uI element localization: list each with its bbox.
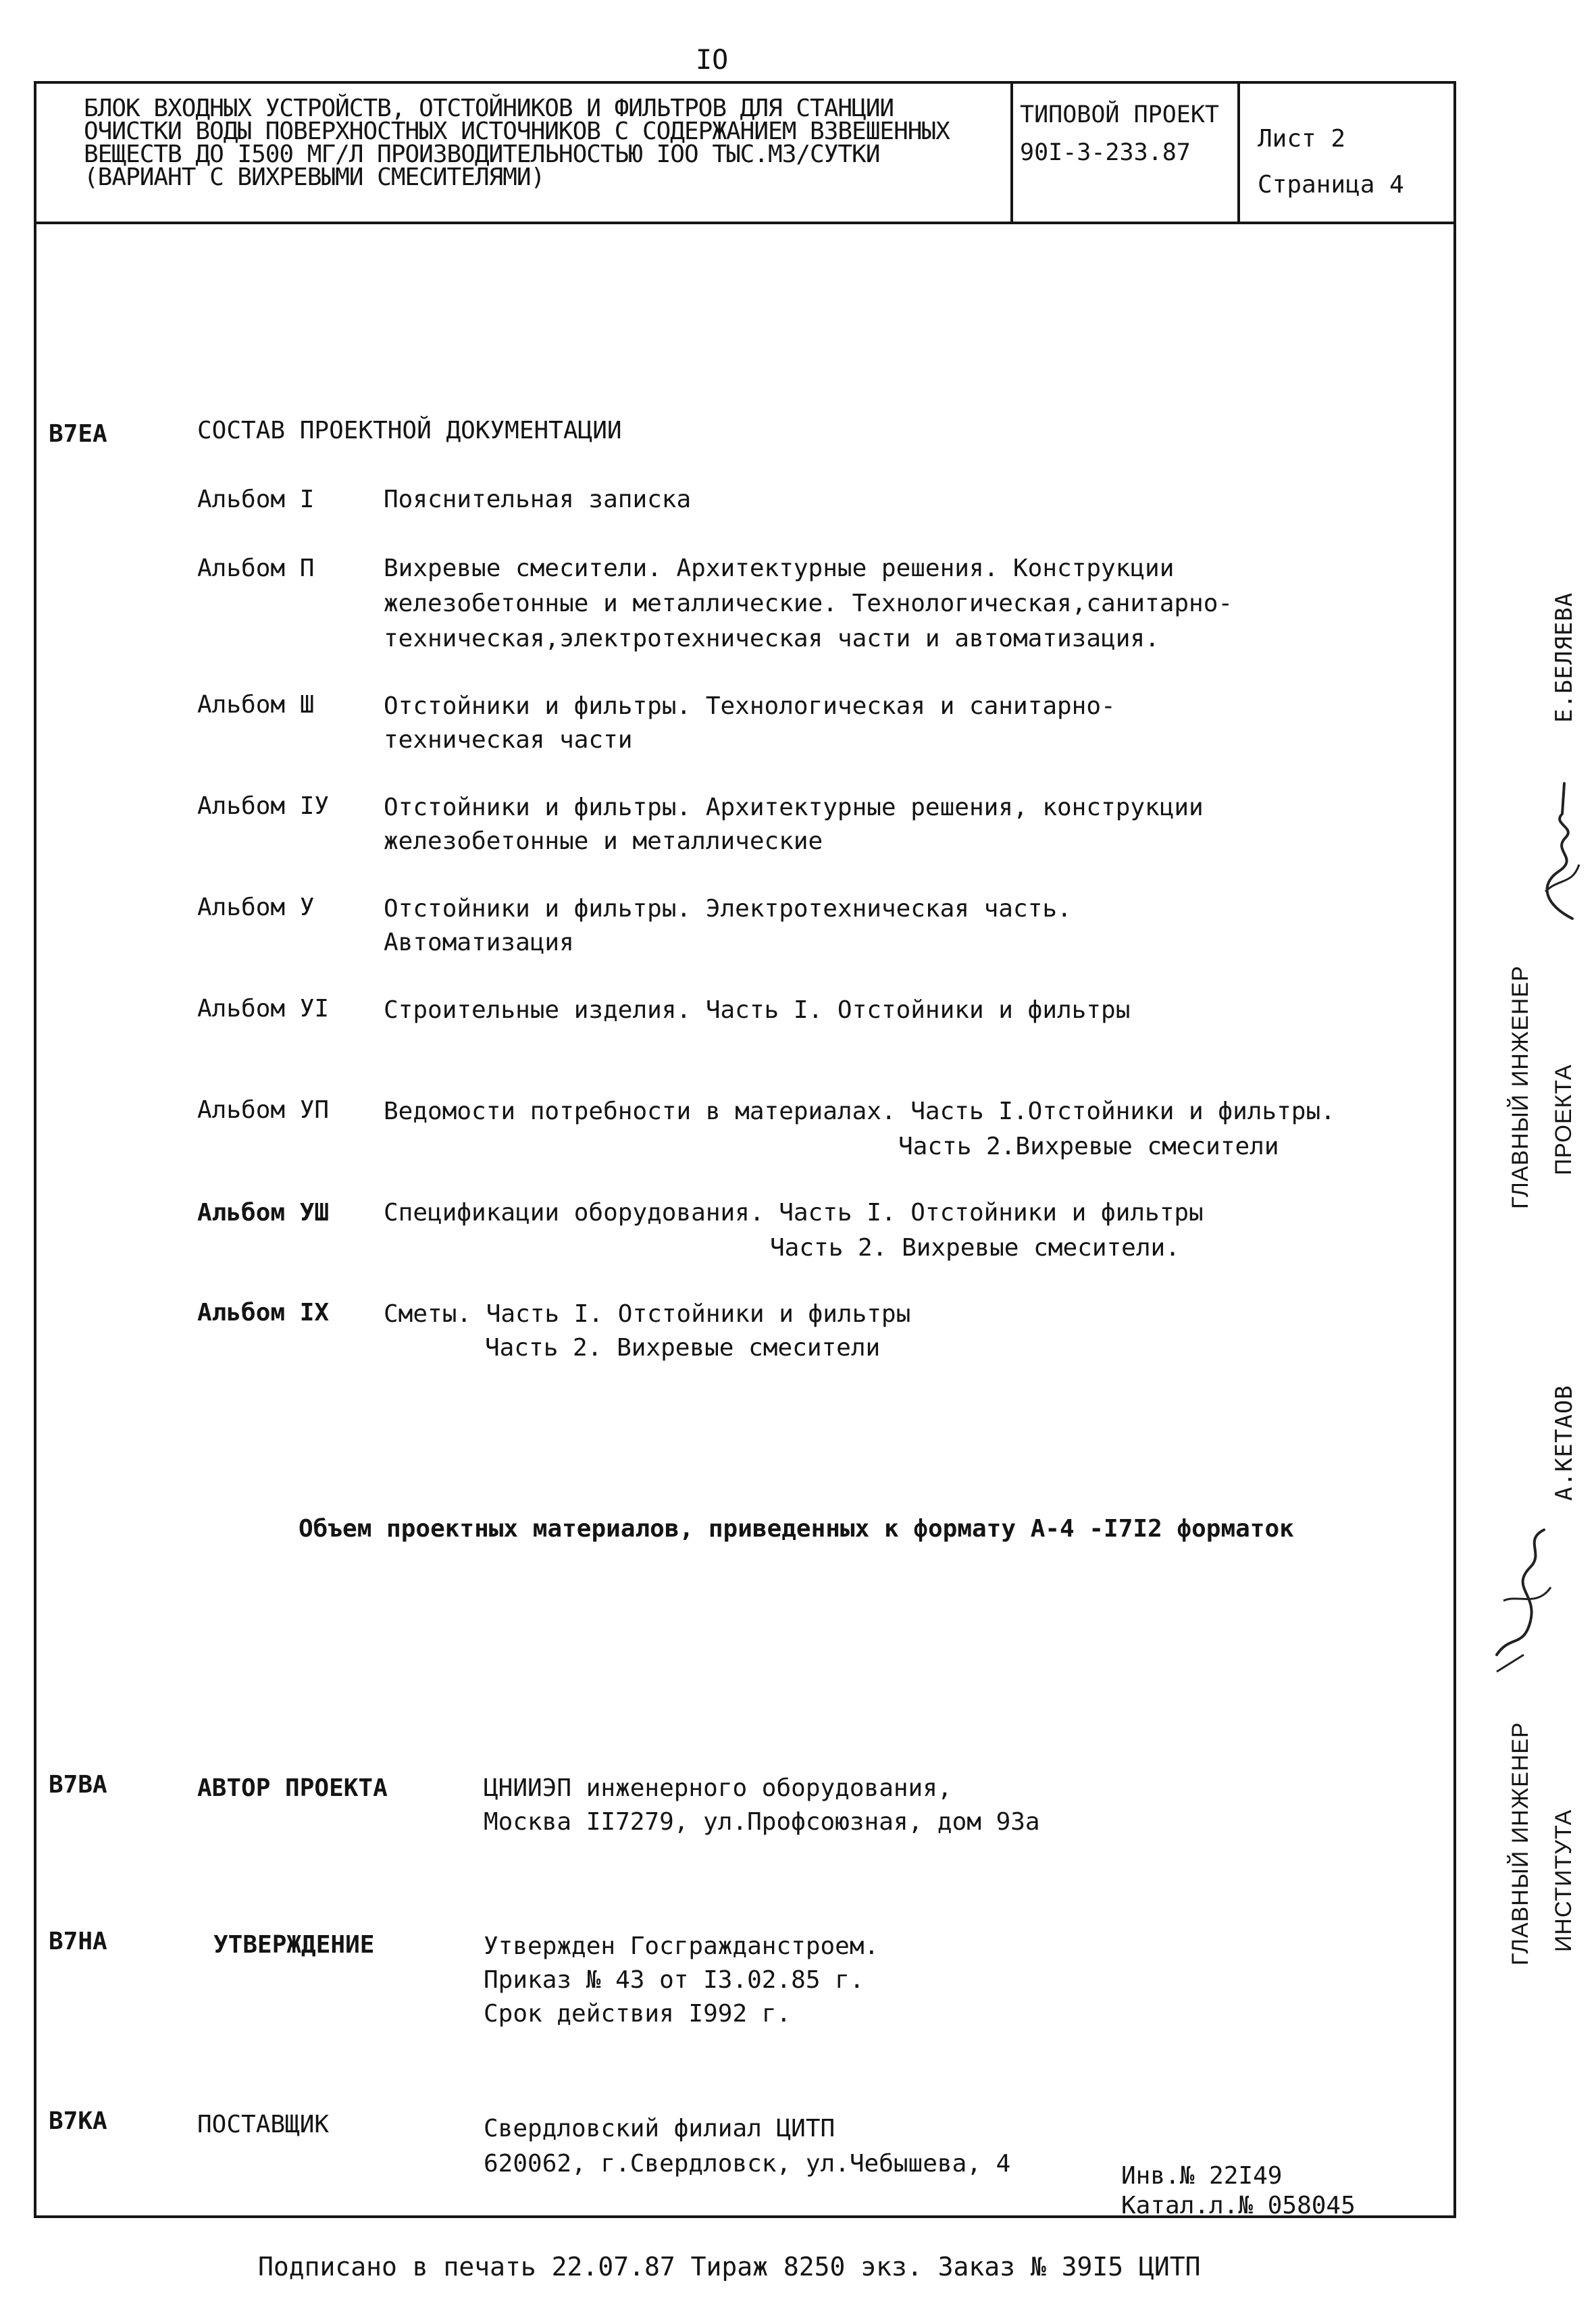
supplier-label: ПОСТАВЩИК bbox=[197, 2111, 330, 2138]
section-title: СОСТАВ ПРОЕКТНОЙ ДОКУМЕНТАЦИИ bbox=[197, 417, 622, 444]
title-line: (ВАРИАНТ С ВИХРЕВЫМИ СМЕСИТЕЛЯМИ) bbox=[84, 163, 545, 191]
project-number: 90I-3-233.87 bbox=[1020, 139, 1191, 166]
chief-project-engineer-name: Е.БЕЛЯЕВА bbox=[1551, 592, 1578, 723]
album-description: Пояснительная записка bbox=[384, 486, 692, 513]
album-description: техническая,электротехническая части и автоматизация. bbox=[384, 625, 1160, 652]
title-line: ОЧИСТКИ ВОДЫ ПОВЕРХНОСТНЫХ ИСТОЧНИКОВ С СОДЕРЖАНИЕМ ВЗВЕШЕННЫХ bbox=[84, 118, 950, 145]
album-description: Отстойники и фильтры. Электротехническая часть. bbox=[384, 895, 1072, 923]
sheet-number: Лист 2 bbox=[1258, 125, 1346, 153]
print-info: Подписано в печать 22.07.87 Тираж 8250 экз. Заказ № 39I5 ЦИТП bbox=[258, 2252, 1201, 2282]
author-code: В7ВА bbox=[49, 1771, 107, 1799]
page-label: Страница 4 bbox=[1258, 171, 1404, 199]
chief-institute-engineer-title: ГЛАВНЫЙ ИНЖЕНЕР bbox=[1508, 1722, 1533, 1965]
sheet-cell bbox=[1258, 116, 1404, 208]
supplier-line: 620062, г.Свердловск, ул.Чебышева, 4 bbox=[484, 2150, 1011, 2178]
volume-note: Объем проектных материалов, приведенных к формату А-4 -I7I2 форматок bbox=[299, 1515, 1294, 1543]
album-description: Автоматизация bbox=[384, 929, 574, 956]
title-line: ВЕЩЕСТВ ДО I500 МГ/Л ПРОИЗВОДИТЕЛЬНОСТЬЮ IOO ТЫС.М3/СУТКИ bbox=[84, 140, 880, 168]
album-description: Вихревые смесители. Архитектурные решения. Конструкции bbox=[384, 555, 1175, 582]
album-label: Альбом УП bbox=[197, 1096, 330, 1124]
inventory-number: Инв.№ 22I49 bbox=[1121, 2162, 1283, 2190]
title-divider bbox=[1010, 81, 1013, 222]
approval-line: Утвержден Госгражданстроем. bbox=[484, 1932, 879, 1960]
album-description: Отстойники и фильтры. Технологическая и санитарно- bbox=[384, 692, 1116, 720]
signature-institute-engineer bbox=[1483, 1520, 1571, 1675]
author-label: АВТОР ПРОЕКТА bbox=[197, 1774, 388, 1802]
author-line: Москва II7279, ул.Профсоюзная, дом 93а bbox=[484, 1808, 1040, 1836]
approval-line: Приказ № 43 от I3.02.85 г. bbox=[484, 1966, 865, 1994]
catalog-number: Катал.л.№ 058045 bbox=[1121, 2192, 1356, 2219]
signature-project-engineer bbox=[1532, 777, 1593, 925]
album-description: Часть 2.Вихревые смесители bbox=[898, 1133, 1279, 1160]
album-label: Альбом Ш bbox=[197, 691, 315, 719]
supplier-line: Свердловский филиал ЦИТП bbox=[484, 2115, 835, 2142]
chief-institute-engineer-name: А.КЕТАОВ bbox=[1551, 1385, 1578, 1501]
title-line: БЛОК ВХОДНЫХ УСТРОЙСТВ, ОТСТОЙНИКОВ И ФИЛЬТРОВ ДЛЯ СТАНЦИИ bbox=[84, 95, 894, 122]
album-description: Сметы. Часть I. Отстойники и фильтры bbox=[384, 1300, 911, 1328]
approval-code: В7НА bbox=[49, 1928, 107, 1955]
project-cell bbox=[1020, 96, 1219, 172]
album-description: техническая части bbox=[384, 726, 633, 754]
album-description: Ведомости потребности в материалах. Часть I.Отстойники и фильтры. bbox=[384, 1098, 1335, 1125]
project-label: ТИПОВОЙ ПРОЕКТ bbox=[1020, 101, 1220, 128]
title-block bbox=[34, 81, 1456, 224]
album-description: Отстойники и фильтры. Архитектурные решения, конструкции bbox=[384, 794, 1204, 821]
album-label: Альбом У bbox=[197, 894, 315, 921]
chief-institute-engineer-title: ИНСТИТУТА bbox=[1551, 1809, 1576, 1952]
author-line: ЦНИИЭП инженерного оборудования, bbox=[484, 1774, 952, 1802]
album-description: железобетонные и металлические bbox=[384, 827, 823, 855]
album-description: Часть 2. Вихревые смесители. bbox=[770, 1234, 1180, 1262]
album-label: Альбом IX bbox=[197, 1299, 330, 1327]
album-label: Альбом УШ bbox=[197, 1199, 330, 1227]
album-description: Спецификации оборудования. Часть I. Отстойники и фильтры bbox=[384, 1199, 1204, 1227]
chief-project-engineer-title: ГЛАВНЫЙ ИНЖЕНЕР bbox=[1508, 965, 1533, 1209]
supplier-code: В7КА bbox=[49, 2107, 107, 2135]
album-label: Альбом П bbox=[197, 555, 315, 582]
section-code: В7ЕА bbox=[49, 420, 107, 448]
album-description: Строительные изделия. Часть I. Отстойники и фильтры bbox=[384, 996, 1131, 1024]
document-title bbox=[84, 97, 1043, 189]
album-label: Альбом IУ bbox=[197, 792, 330, 820]
album-description: железобетонные и металлические. Технологическая,санитарно- bbox=[384, 590, 1233, 617]
page-number: IO bbox=[696, 45, 729, 76]
album-label: Альбом УI bbox=[197, 995, 330, 1023]
title-divider bbox=[1237, 81, 1240, 222]
album-label: Альбом I bbox=[197, 486, 315, 513]
album-description: Часть 2. Вихревые смесители bbox=[485, 1334, 881, 1362]
approval-label: УТВЕРЖДЕНИЕ bbox=[213, 1931, 375, 1959]
approval-line: Срок действия I992 г. bbox=[484, 2000, 792, 2028]
chief-project-engineer-title: ПРОЕКТА bbox=[1551, 1064, 1576, 1175]
